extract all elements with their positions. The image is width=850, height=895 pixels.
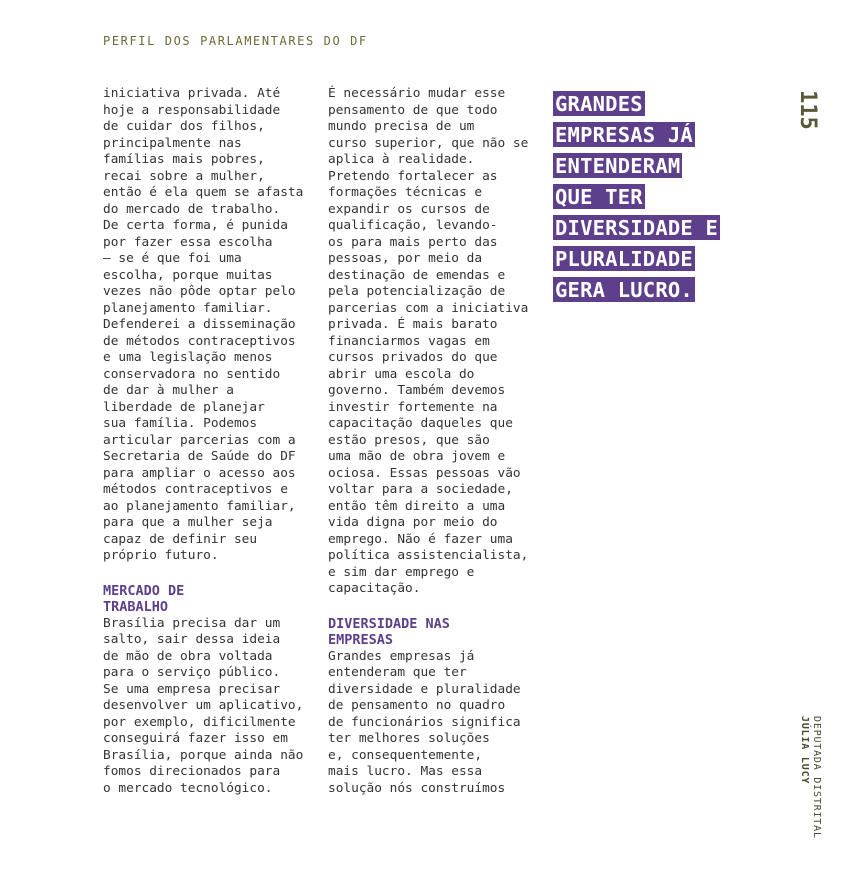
text-line: desenvolver um aplicativo, bbox=[103, 698, 304, 713]
text-line: mais lucro. Mas essa bbox=[328, 764, 483, 779]
text-line: solução nós construímos bbox=[328, 780, 506, 796]
text-line: entenderam que ter bbox=[328, 665, 467, 680]
text-line: principalmente nas bbox=[103, 135, 242, 151]
text-line: Grandes empresas já bbox=[328, 648, 475, 664]
page-number: 115 bbox=[795, 90, 820, 130]
text-line: abrir uma escola do bbox=[328, 366, 475, 382]
text-line: uma mão de obra jovem e bbox=[328, 449, 506, 464]
text-line: investir fortemente na bbox=[328, 399, 498, 415]
text-line: capaz de definir seu bbox=[103, 531, 258, 547]
running-title: PERFIL DOS PARLAMENTARES DO DF bbox=[103, 34, 368, 48]
pull-quote-line: EMPRESAS JÁ bbox=[555, 123, 693, 147]
text-line: pessoas, por meio da bbox=[328, 251, 483, 266]
text-line: salto, sair dessa ideia bbox=[103, 632, 281, 647]
author-sidebar bbox=[798, 716, 822, 839]
paragraph-diversity bbox=[328, 649, 538, 798]
pull-quote-line: QUE TER bbox=[555, 185, 643, 209]
text-line: e sim dar emprego e bbox=[328, 564, 475, 580]
text-line: os para mais perto das bbox=[328, 234, 498, 250]
pull-quote-line: GRANDES bbox=[555, 92, 643, 116]
text-line: então é ela quem se afasta bbox=[103, 185, 304, 200]
text-line: por fazer essa escolha bbox=[103, 234, 273, 250]
text-line: Se uma empresa precisar bbox=[103, 681, 281, 697]
text-line: de métodos contraceptivos bbox=[103, 333, 296, 349]
text-line: voltar para a sociedade, bbox=[328, 482, 513, 497]
text-line: Secretaria de Saúde do DF bbox=[103, 449, 296, 464]
text-line: DIVERSIDADE NAS bbox=[328, 615, 450, 632]
text-line: privada. É mais barato bbox=[328, 317, 498, 332]
text-line: o mercado tecnológico. bbox=[103, 780, 273, 796]
pull-quote-line: DIVERSIDADE E bbox=[555, 216, 719, 240]
author-name: JÚLIA LUCY bbox=[799, 716, 810, 785]
text-line: curso superior, que não se bbox=[328, 135, 529, 151]
text-line: e uma legislação menos bbox=[103, 350, 273, 365]
pull-quote-line: GERA LUCRO. bbox=[555, 278, 693, 302]
text-line: capacitação daqueles que bbox=[328, 416, 513, 431]
text-line: famílias mais pobres, bbox=[103, 152, 265, 167]
text-line: mundo precisa de um bbox=[328, 119, 475, 134]
text-line: de mão de obra voltada bbox=[103, 648, 273, 664]
text-line: hoje a responsabilidade bbox=[103, 102, 281, 118]
text-line: governo. Também devemos bbox=[328, 383, 506, 398]
text-line: política assistencialista, bbox=[328, 548, 529, 563]
text-line: EMPRESAS bbox=[328, 632, 394, 648]
section-gap bbox=[103, 565, 308, 583]
text-line: pensamento de que todo bbox=[328, 102, 498, 118]
text-line: iniciativa privada. Até bbox=[103, 86, 281, 101]
subhead-mercado-de-trabalho bbox=[103, 583, 308, 616]
text-line: financiarmos vagas em bbox=[328, 333, 490, 349]
text-line: de cuidar dos filhos, bbox=[103, 119, 265, 134]
text-line: sua família. Podemos bbox=[103, 416, 258, 431]
text-line: vida digna por meio do bbox=[328, 515, 498, 530]
text-line: diversidade e pluralidade bbox=[328, 681, 521, 697]
text-line: expandir os cursos de bbox=[328, 201, 490, 217]
text-line: para que a mulher seja bbox=[103, 515, 273, 530]
paragraph-family-planning bbox=[103, 86, 308, 565]
text-line: ao planejamento familiar, bbox=[103, 498, 296, 514]
text-line: por exemplo, dificilmente bbox=[103, 714, 296, 730]
pull-quote bbox=[553, 91, 763, 308]
text-line: fomos direcionados para bbox=[103, 764, 281, 779]
section-gap bbox=[328, 598, 538, 616]
pull-quote-line: PLURALIDADE bbox=[555, 247, 693, 271]
text-line: Pretendo fortalecer as bbox=[328, 168, 498, 184]
text-line: TRABALHO bbox=[103, 599, 169, 615]
text-line: De certa forma, é punida bbox=[103, 218, 288, 233]
text-line: Brasília, porque ainda não bbox=[103, 747, 304, 763]
text-line: do mercado de trabalho. bbox=[103, 201, 281, 217]
text-line: Defenderei a disseminação bbox=[103, 317, 296, 332]
text-line: qualificação, levando- bbox=[328, 218, 498, 233]
text-line: destinação de emendas e bbox=[328, 267, 506, 283]
text-line: de funcionários significa bbox=[328, 714, 521, 730]
text-line: emprego. Não é fazer uma bbox=[328, 531, 513, 547]
text-line: próprio futuro. bbox=[103, 548, 219, 563]
text-line: recai sobre a mulher, bbox=[103, 168, 265, 184]
text-line: estão presos, que são bbox=[328, 432, 490, 448]
text-line: de dar à mulher a bbox=[103, 383, 234, 398]
text-line: conservadora no sentido bbox=[103, 366, 281, 382]
text-line: cursos privados do que bbox=[328, 350, 498, 365]
text-line: ter melhores soluções bbox=[328, 731, 490, 746]
text-line: vezes não pôde optar pelo bbox=[103, 284, 296, 299]
author-role: DEPUTADA DISTRITAL bbox=[811, 716, 822, 839]
text-line: métodos contraceptivos e bbox=[103, 482, 288, 497]
text-line: Brasília precisa dar um bbox=[103, 615, 281, 631]
text-line: ociosa. Essas pessoas vão bbox=[328, 465, 521, 481]
text-line: formações técnicas e bbox=[328, 185, 483, 200]
text-line: — se é que foi uma bbox=[103, 251, 242, 266]
text-line: conseguirá fazer isso em bbox=[103, 731, 288, 746]
text-line: escolha, porque muitas bbox=[103, 267, 273, 283]
text-line: e, consequentemente, bbox=[328, 747, 483, 763]
text-line: pela potencialização de bbox=[328, 284, 506, 299]
text-line: MERCADO DE bbox=[103, 582, 185, 599]
pull-quote-line: ENTENDERAM bbox=[555, 154, 681, 178]
text-line: então têm direito a uma bbox=[328, 498, 506, 514]
text-line: aplica à realidade. bbox=[328, 152, 475, 167]
text-line: para ampliar o acesso aos bbox=[103, 465, 296, 481]
text-column-2 bbox=[328, 86, 538, 797]
text-line: capacitação. bbox=[328, 581, 421, 596]
paragraph-job-market bbox=[103, 616, 308, 798]
text-line: parcerias com a iniciativa bbox=[328, 300, 529, 316]
text-column-1 bbox=[103, 86, 308, 797]
text-line: É necessário mudar esse bbox=[328, 86, 506, 101]
text-line: para o serviço público. bbox=[103, 665, 281, 680]
paragraph-technical-education bbox=[328, 86, 538, 598]
text-line: de pensamento no quadro bbox=[328, 698, 506, 713]
text-line: articular parcerias com a bbox=[103, 432, 296, 448]
subhead-diversidade-nas-empresas bbox=[328, 616, 538, 649]
text-line: liberdade de planejar bbox=[103, 399, 265, 415]
text-line: planejamento familiar. bbox=[103, 300, 273, 316]
